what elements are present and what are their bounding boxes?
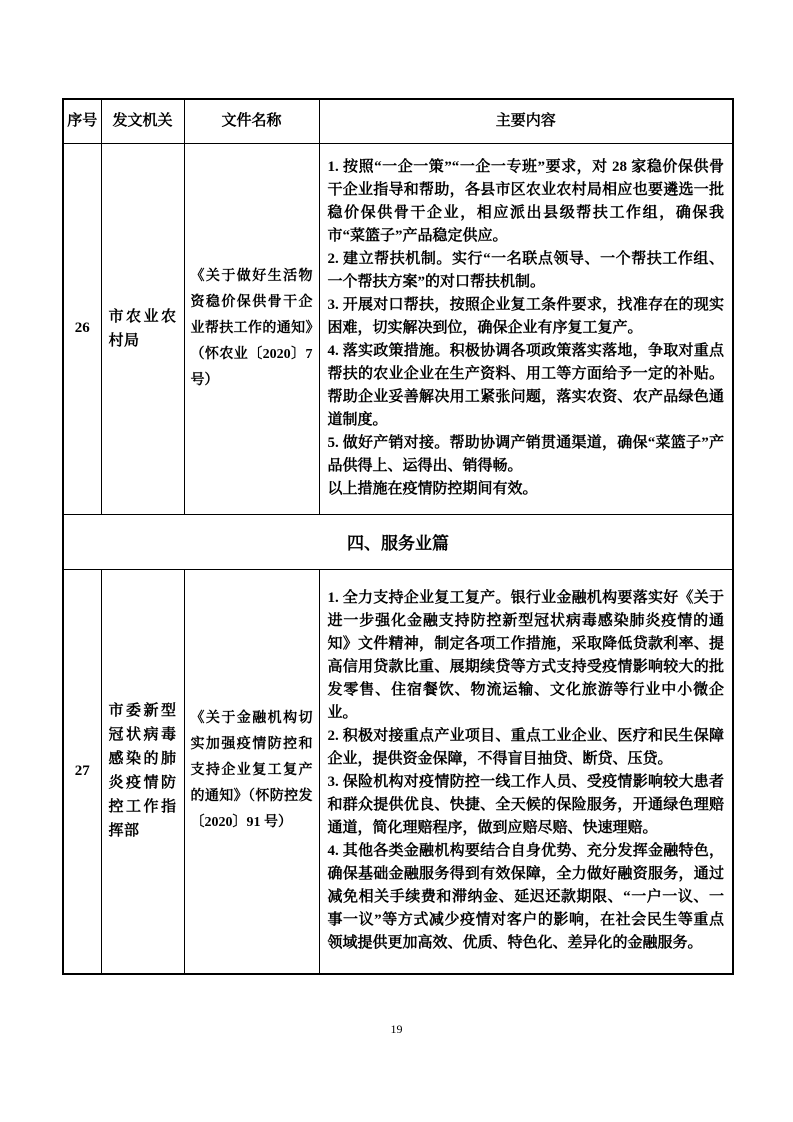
header-issuing-agency: 发文机关: [101, 99, 184, 143]
row27-main-content: [319, 569, 733, 974]
document-table: [62, 98, 734, 975]
content-paragraph: 2. 建立帮扶机制。实行“一名联点领导、一个帮扶工作组、一个帮扶方案”的对口帮扶机制。: [327, 251, 724, 290]
content-paragraph: 1. 按照“一企一策”“一企一专班”要求，对 28 家稳价保供骨干企业指导和帮助，各县市区农业农村局相应也要遴选一批稳价保供骨干企业，相应派出县级帮扶工作组，确保我市“菜篮子”产品稳定供应。: [327, 159, 724, 244]
content-paragraph: 3. 保险机构对疫情防控一线工作人员、受疫情影响较大患者和群众提供优良、快捷、全天候的保险服务，开通绿色理赔通道，简化理赔程序，做到应赔尽赔、快速理赔。: [327, 774, 724, 837]
content-paragraph: 3. 开展对口帮扶，按照企业复工条件要求，找准存在的现实困难，切实解决到位，确保企业有序复工复产。: [327, 297, 724, 336]
section-header-row: [63, 514, 733, 569]
content-paragraph: 2. 积极对接重点产业项目、重点工业企业、医疗和民生保障企业，提供资金保障，不得盲目抽贷、断贷、压贷。: [327, 728, 724, 768]
row26-main-content: [319, 143, 733, 514]
row27-issuing-agency: 市委新型冠状病毒感染的肺炎疫情防控工作指挥部: [101, 569, 184, 974]
content-paragraph: 以上措施在疫情防控期间有效。: [327, 481, 538, 497]
row26-issuing-agency: 市农业农村局: [101, 143, 184, 514]
content-paragraph: 1. 全力支持企业复工复产。银行业金融机构要落实好《关于进一步强化金融支持防控新型冠状病毒感染肺炎疫情的通知》文件精神，制定各项工作措施，采取降低贷款利率、提高信用贷款比重、展期续贷等方式支持受疫情影响较大的批发零售、住宿餐饮、物流运输、文化旅游等行业中小微企业。: [327, 590, 724, 722]
row26-serial-number: 26: [63, 143, 101, 514]
content-paragraph: 4. 其他各类金融机构要结合自身优势、充分发挥金融特色，确保基础金融服务得到有效保障，全力做好融资服务，通过减免相关手续费和滞纳金、延迟还款期限、“一户一议、一事一议”等方式减少疫情对客户的影响，在社会民生等重点领域提供更加高效、优质、特色化、差异化的金融服务。: [327, 843, 724, 952]
header-document-name: 文件名称: [184, 99, 319, 143]
row27-serial-number: 27: [63, 569, 101, 974]
page-number: 19: [390, 1022, 403, 1036]
row26-document-title: 《关于做好生活物资稳价保供骨干企业帮扶工作的通知》（怀农业〔2020〕7 号）: [184, 143, 319, 514]
header-main-content: 主要内容: [319, 99, 733, 143]
table-header-row: [63, 99, 733, 143]
section-title: 四、服务业篇: [63, 514, 733, 569]
table-row-26: [63, 143, 733, 514]
table-row-27: [63, 569, 733, 974]
header-serial-number: 序号: [63, 99, 101, 143]
row27-document-title: 《关于金融机构切实加强疫情防控和支持企业复工复产的通知》（怀防控发〔2020〕91 号）: [184, 569, 319, 974]
content-paragraph: 5. 做好产销对接。帮助协调产销贯通渠道，确保“菜篮子”产品供得上、运得出、销得畅。: [327, 435, 724, 474]
content-paragraph: 4. 落实政策措施。积极协调各项政策落实落地，争取对重点帮扶的农业企业在生产资料、用工等方面给予一定的补贴。帮助企业妥善解决用工紧张问题，落实农资、农产品绿色通道制度。: [327, 343, 724, 428]
